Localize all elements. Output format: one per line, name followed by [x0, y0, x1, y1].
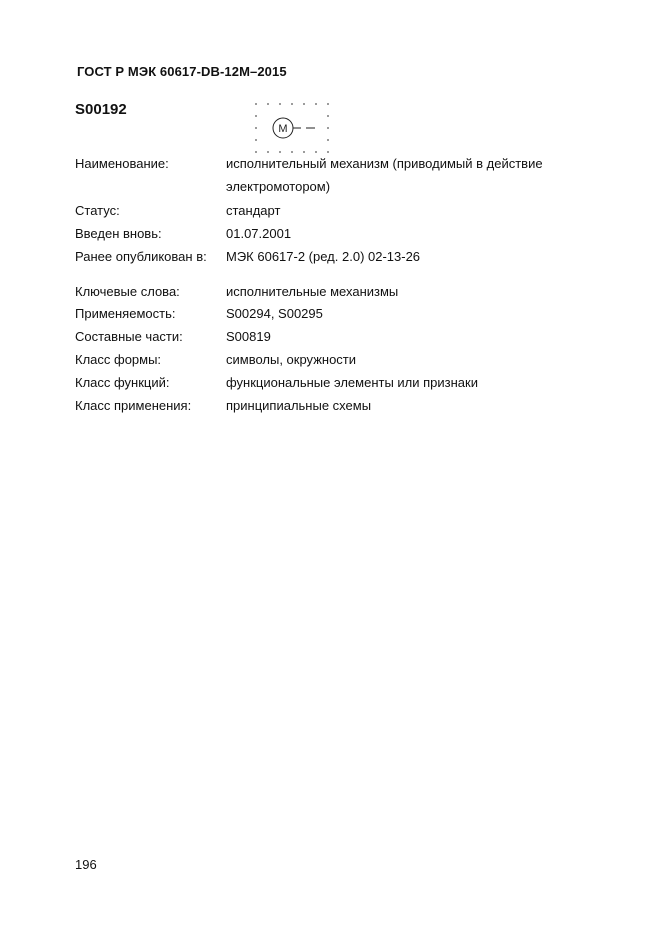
symbol-id: S00192 [75, 101, 127, 118]
field-value: S00294, S00295 [226, 306, 323, 321]
field-label: Введен вновь: [75, 226, 162, 241]
field-label: Наименование: [75, 156, 169, 171]
motor-actuator-symbol-icon [252, 98, 334, 154]
field-value: символы, окружности [226, 352, 357, 367]
field-label: Класс применения: [75, 398, 192, 413]
field-label: Класс формы: [75, 352, 162, 367]
field-label: Ранее опубликован в: [75, 249, 207, 264]
field-label: Статус: [75, 203, 120, 218]
field-label: Составные части: [75, 329, 183, 344]
page-number: 196 [75, 857, 97, 872]
field-value: МЭК 60617-2 (ред. 2.0) 02-13-26 [226, 249, 421, 264]
field-label: Ключевые слова: [75, 284, 180, 299]
field-label: Класс функций: [75, 375, 170, 390]
motor-letter: M [278, 123, 288, 135]
field-label: Применяемость: [75, 306, 176, 321]
field-value: исполнительные механизмы [226, 284, 399, 299]
field-value: 01.07.2001 [226, 226, 292, 241]
field-value: функциональные элементы или признаки [226, 375, 478, 390]
field-value: принципиальные схемы [226, 398, 372, 413]
field-value: стандарт [226, 203, 281, 218]
document-header: ГОСТ Р МЭК 60617-DB-12M–2015 [77, 64, 287, 79]
field-value: исполнительный механизм (приводимый в действие электромотором) [226, 156, 543, 194]
field-value: S00819 [226, 329, 271, 344]
